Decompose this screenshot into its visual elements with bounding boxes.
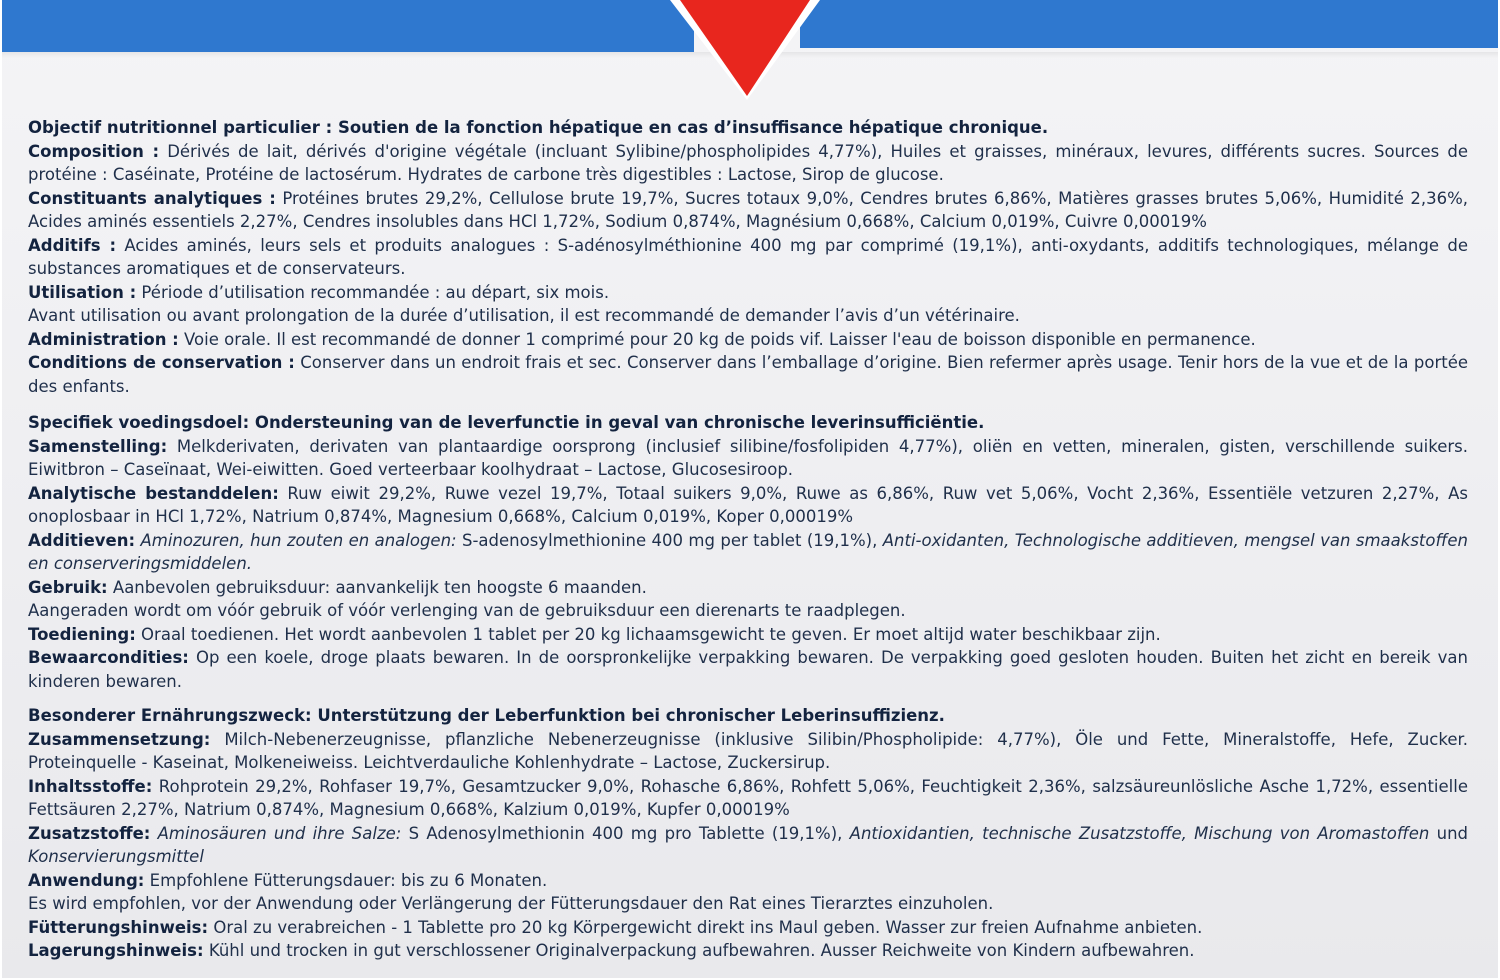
de-title: Besonderer Ernährungszweck: Unterstützung der Leberfunktion bei chronischer Leberinsuffizienz. (28, 706, 945, 725)
section-french (28, 116, 1468, 398)
nl-additieven: Additieven: Aminozuren, hun zouten en analogen: S-adenosylmethionine 400 mg per tablet (19,1%), Anti-oxidanten, Technologische additieven, mengsel van smaakstoffen en conserveringsmiddelen. (28, 530, 1468, 573)
de-zusammensetzung: Zusammensetzung: Milch-Nebenerzeugnisse, pflanzliche Nebenerzeugnisse (inklusive Silibin/Phospholipide: 4,77%), Öle und Fette, Mineralstoffe, Hefe, Zucker. Proteinquelle - Kaseinat, Molkeneiweiss. Leichtverdauliche Kohlenhydrate – Lactose, Zuckersirup. (28, 729, 1468, 772)
de-anwendung-note: Es wird empfohlen, vor der Anwendung oder Verlängerung der Fütterungsdauer den Rat eines Tierarztes einzuholen. (28, 894, 994, 913)
nl-toediening: Toediening: Oraal toedienen. Het wordt aanbevolen 1 tablet per 20 kg lichaamsgewicht te geven. Er moet altijd water beschikbaar zijn. (28, 624, 1161, 644)
fr-conservation: Conditions de conservation : Conserver dans un endroit frais et sec. Conserver dans l’emballage d’origine. Bien refermer après usage. Tenir hors de la vue et de la portée des enfants. (28, 353, 1468, 396)
fr-utilisation-note: Avant utilisation ou avant prolongation de la durée d’utilisation, il est recommandé de demander l’avis d’un vétérinaire. (28, 306, 1020, 325)
red-chevron-icon (670, 0, 820, 102)
top-blue-band-left (2, 0, 694, 52)
fr-composition: Composition : Dérivés de lait, dérivés d'origine végétale (incluant Sylibine/phospholipides 4,77%), Huiles et graisses, minéraux, levures, différents sucres. Sources de protéine : Caséinate, Protéine de lactosérum. Hydrates de carbone très digestibles : Lactose, Sirop de glucose. (28, 141, 1468, 184)
de-anwendung: Anwendung: Empfohlene Fütterungsdauer: bis zu 6 Monaten. (28, 870, 548, 890)
de-fuetterungshinweis: Fütterungshinweis: Oral zu verabreichen - 1 Tablette pro 20 kg Körpergewicht direkt ins Maul geben. Wasser zur freien Aufnahme anbieten. (28, 917, 1203, 937)
fr-utilisation: Utilisation : Période d’utilisation recommandée : au départ, six mois. (28, 282, 610, 302)
nl-analytische: Analytische bestanddelen: Ruw eiwit 29,2%, Ruwe vezel 19,7%, Totaal suikers 9,0%, Ruwe as 6,86%, Ruw vet 5,06%, Vocht 2,36%, Essentiële vetzuren 2,27%, As onoplosbaar in HCl 1,72%, Natrium 0,874%, Magnesium 0,668%, Calcium 0,019%, Koper 0,00019% (28, 483, 1468, 526)
fr-title: Objectif nutritionnel particulier : Soutien de la fonction hépatique en cas d’insuffisance hépatique chronique. (28, 118, 1049, 137)
nl-title: Specifiek voedingsdoel: Ondersteuning van de leverfunctie in geval van chronische leverinsufficiëntie. (28, 413, 985, 432)
de-inhaltsstoffe: Inhaltsstoffe: Rohprotein 29,2%, Rohfaser 19,7%, Gesamtzucker 9,0%, Rohasche 6,86%, Rohfett 5,06%, Feuchtigkeit 2,36%, salzsäureunlösliche Asche 1,72%, essentielle Fettsäuren 2,27%, Natrium 0,874%, Magnesium 0,668%, Kalzium 0,019%, Kupfer 0,00019% (28, 776, 1468, 819)
section-dutch (28, 411, 1468, 693)
nl-gebruik-note: Aangeraden wordt om vóór gebruik of vóór verlenging van de gebruiksduur een dierenarts te raadplegen. (28, 601, 906, 620)
de-zusatzstoffe: Zusatzstoffe: Aminosäuren und ihre Salze: S Adenosylmethionin 400 mg pro Tablette (19,1%), Antioxidantien, technische Zusatzstoffe, Mischung von Aromastoffen und Konservierungsmittel (28, 823, 1469, 866)
de-lagerungshinweis: Lagerungshinweis: Kühl und trocken in gut verschlossener Originalverpackung aufbewahren. Ausser Reichweite von Kindern aufbewahren. (28, 941, 1195, 960)
nl-bewaarcondities: Bewaarcondities: Op een koele, droge plaats bewaren. In de oorspronkelijke verpakking bewaren. De verpakking goed gesloten houden. Buiten het zicht en bereik van kinderen bewaren. (28, 648, 1468, 691)
fr-administration: Administration : Voie orale. Il est recommandé de donner 1 comprimé pour 20 kg de poids vif. Laisser l'eau de boisson disponible en permanence. (28, 329, 1256, 349)
fr-additifs: Additifs : Acides aminés, leurs sels et produits analogues : S-adénosylméthionine 400 mg par comprimé (19,1%), anti-oxydants, additifs technologiques, mélange de substances aromatiques et de conservateurs. (28, 235, 1468, 278)
nl-gebruik: Gebruik: Aanbevolen gebruiksduur: aanvankelijk ten hoogste 6 maanden. (28, 577, 647, 597)
section-german (28, 704, 1468, 963)
nl-samenstelling: Samenstelling: Melkderivaten, derivaten van plantaardige oorsprong (inclusief silibine/fosfolipiden 4,77%), oliën en vetten, mineralen, gisten, verschillende suikers. Eiwitbron – Caseïnaat, Wei-eiwitten. Goed verteerbaar koolhydraat – Lactose, Glucosesiroop. (28, 436, 1468, 479)
fr-constituants: Constituants analytiques : Protéines brutes 29,2%, Cellulose brute 19,7%, Sucres totaux 9,0%, Cendres brutes 6,86%, Matières grasses brutes 5,06%, Humidité 2,36%, Acides aminés essentiels 2,27%, Cendres insolubles dans HCl 1,72%, Sodium 0,874%, Magnésium 0,668%, Calcium 0,019%, Cuivre 0,00019% (28, 188, 1469, 231)
top-blue-band-right (800, 0, 1498, 48)
